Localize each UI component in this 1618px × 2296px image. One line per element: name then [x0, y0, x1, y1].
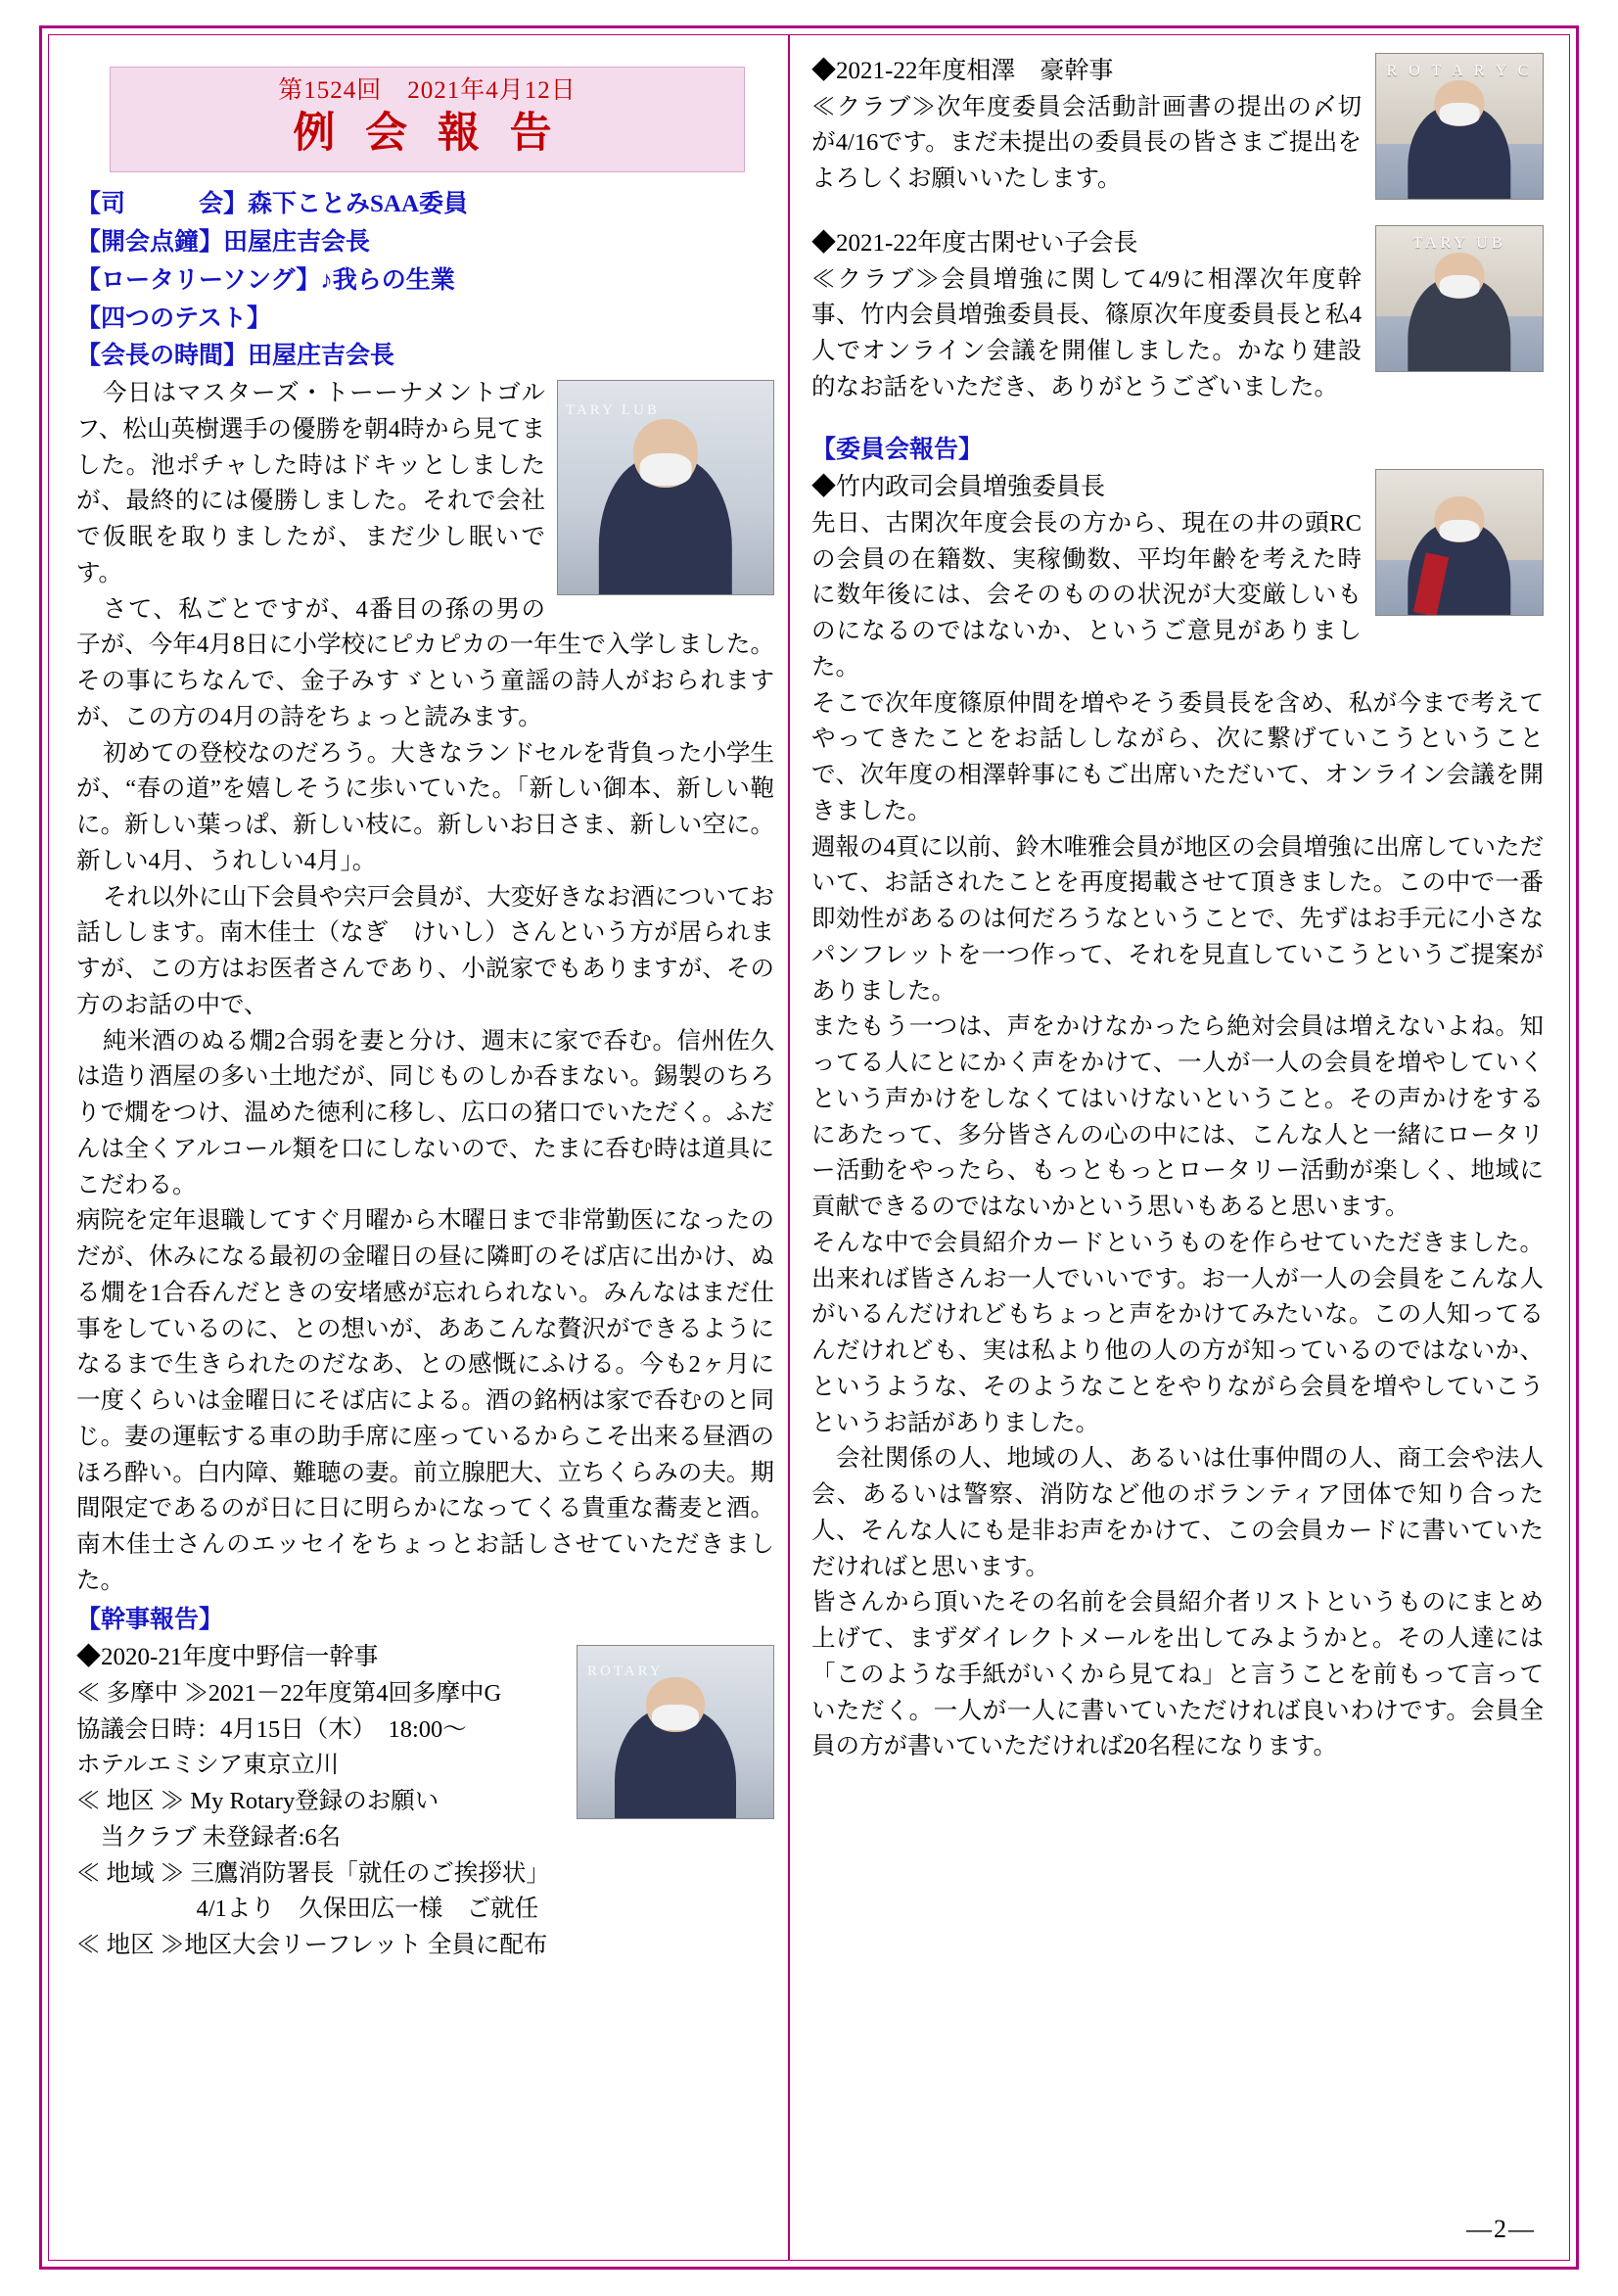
- photo-kanji-speaking: [577, 1645, 774, 1819]
- committee-paragraph-5: そんな中で会員紹介カードというものを作らせていただきました。出来れば皆さんお一人でいいです。お一人が一人の会員をこんな人がいるんだけれどもちょっと声をかけてみたいな。この人知ってるんだけれども、実は私より他の人の方が知っているのではないか、というような、そのようなことをやりながら会員を増やしていこうというお話がありました。: [811, 1229, 1544, 1436]
- president-paragraph-1: 今日はマスターズ・トーーナメントゴルフ、松山英樹選手の優勝を朝4時から見てました。池ポチャした時はドキッとしましたが、最終的には優勝しました。それで会社で仮眠を取りましたが、まだ少し眠いです。: [76, 380, 545, 586]
- role-opening-bell: 【開会点鐘】田屋庄吉会長: [76, 229, 371, 256]
- president-paragraph-6: 病院を定年退職してすぐ月曜から木曜日まで非常勤医になったのだが、休みになる最初の金曜日の昼に隣町のそば店に出かけ、ぬる燗を1合呑んだときの安堵感が忘れられない。みんなはまだ仕事をしているのに、との想いが、ああこんな贅沢ができるようになるまで生きられたのだなあ、との感慨にふける。今も2ヶ月に一度くらいは金曜日にそば店による。酒の銘柄は家で呑むのと同じ。妻の運転する車の助手席に座っているからこそ出来る昼酒のほろ酔い。白内障、難聴の妻。前立腺肥大、立ちくらみの夫。期間限定であるのが日に日に明らかになってくる貴重な蕎麦と酒。南木佳士さんのエッセイをちょっとお話しさせていただきました。: [76, 1207, 774, 1594]
- koseki-heading: ◆2021-22年度古閑せい子会長: [811, 230, 1138, 257]
- photo-banner-text: ROTARY: [587, 1663, 664, 1680]
- photo-person-mask: [652, 1705, 699, 1730]
- role-chair: 【司 会】森下ことみSAA委員: [76, 191, 469, 218]
- kanji-line-5: 当クラブ 未登録者:6名: [76, 1823, 342, 1851]
- photo-person-mask: [1440, 103, 1480, 124]
- issue-line: 第1524回 2021年4月12日: [278, 77, 577, 104]
- committee-paragraph-2: そこで次年度篠原仲間を増やそう委員長を含め、私が今まで考えてやってきたことをお話ししながら、次に繋げていこうということで、次年度の相澤幹事にもご出席いただいて、オンライン会議を開きました。: [811, 689, 1544, 824]
- photo-president-speaking: [557, 380, 774, 595]
- right-column: [790, 35, 1569, 2260]
- role-four-way-test: 【四つのテスト】: [76, 305, 272, 332]
- photo-aizawa: [1375, 53, 1544, 200]
- photo-koseki: [1375, 225, 1544, 372]
- photo-person-mask: [1440, 520, 1480, 541]
- committee-paragraph-3: 週報の4頁に以前、鈴木唯雅会員が地区の会員増強に出席していただいて、お話されたことを再度掲載させて頂きました。この中で一番即効性があるのは何だろうなということで、先ずはお手元に小さなパンフレットを一つ作って、それを見直していこうというご提案がありました。: [811, 833, 1544, 1005]
- committee-paragraph-7: 皆さんから頂いたその名前を会員紹介者リストというものにまとめ上げて、まずダイレクトメールを出してみようかと。その人達には「このような手紙がいくから見てね」と言うことを前もって言っていただく。一人が一人に書いていただければ良いわけです。会員全員の方が書いていただければ20名程になります。: [811, 1589, 1544, 1760]
- aizawa-heading: ◆2021-22年度相澤 豪幹事: [811, 58, 1114, 84]
- committee-paragraph-1: 先日、古閑次年度会長の方から、現在の井の頭RCの会員の在籍数、実稼働数、平均年齢を考えた時に数年後には、会そのものの状況が大変厳しいものになるのではないか、というご意見がありました。: [811, 509, 1362, 680]
- kanji-line-2: 協議会日時：4月15日（木） 18:00～: [76, 1715, 467, 1743]
- kanji-heading: ◆2020-21年度中野信一幹事: [76, 1644, 379, 1671]
- president-paragraph-4: それ以外に山下会員や宍戸会員が、大変好きなお酒についてお話しします。南木佳士（なぎ けいし）さんという方が居られますが、この方はお医者さんであり、小説家でもありますが、その方のお話の中で、: [76, 883, 774, 1018]
- meeting-roles: [76, 186, 774, 376]
- role-rotary-song: 【ロータリーソング】♪我らの生業: [76, 266, 455, 294]
- section-committee-report: 【委員会報告】: [811, 436, 984, 463]
- photo-takeuchi: [1375, 469, 1544, 616]
- kanji-line-4: ≪ 地区 ≫ My Rotary登録のお願い: [76, 1788, 439, 1814]
- role-president-time: 【会長の時間】田屋庄吉会長: [76, 343, 395, 370]
- photo-person-mask: [640, 453, 692, 486]
- title-banner: [110, 67, 745, 172]
- president-paragraph-2: さて、私ごとですが、4番目の孫の男の子が、今年4月8日に小学校にピカピカの一年生で入学しました。その事にちなんで、金子みすゞという童謡の詩人がおられますが、この方の4月の詩をちょっと読みます。: [76, 595, 774, 730]
- kanji-line-8: ≪ 地区 ≫地区大会リーフレット 全員に配布: [76, 1932, 548, 1958]
- president-paragraph-3: 初めての登校なのだろう。大きなランドセルを背負った小学生が、“春の道”を嬉しそうに歩いていた。「新しい御本、新しい鞄に。新しい葉っぱ、新しい枝に。新しいお日さま、新しい空に。新しい4月、うれしい4月」。: [76, 739, 774, 874]
- kanji-line-6: ≪ 地域 ≫ 三鷹消防署長「就任のご挨拶状」: [76, 1859, 550, 1887]
- newsletter-page: [39, 25, 1579, 2270]
- committee-paragraph-4: またもう一つは、声をかけなかったら絶対会員は増えないよね。知ってる人にとにかく声をかけて、一人が一人の会員を増やしていくという声かけをしなくてはいけないということ。その声かけをするにあたって、多分皆さんの心の中には、こんな人と一緒にロータリー活動をやったら、もっともっとロータリー活動が楽しく、地域に貢献できるのではないかという思いもあると思います。: [811, 1013, 1544, 1220]
- kanji-line-3: ホテルエミシア東京立川: [76, 1752, 340, 1779]
- photo-banner-text: TARY UB: [1412, 234, 1506, 252]
- takeuchi-heading: ◆竹内政司会員増強委員長: [811, 474, 1106, 501]
- photo-banner-text: TARY LUB: [566, 402, 660, 418]
- photo-banner-text: R O T A R Y C: [1386, 62, 1533, 79]
- kanji-line-1: ≪ 多摩中 ≫2021－22年度第4回多摩中G: [76, 1679, 502, 1707]
- koseki-body: ≪クラブ≫会員増強に関して4/9に相澤次年度幹事、竹内会員増強委員長、篠原次年度委員長と私4人でオンライン会議を開催しました。かなり建設的なお話をいただき、ありがとうございました。: [811, 265, 1362, 400]
- page-inner-border: [48, 34, 1570, 2261]
- president-paragraph-5: 純米酒のぬる燗2合弱を妻と分け、週末に家で呑む。信州佐久は造り酒屋の多い土地だが、同じものしか呑まない。錫製のちろりで燗をつけ、温めた徳利に移し、広口の猪口でいただく。ふだんは全くアルコール類を口にしないので、たまに呑む時は道具にこだわる。: [76, 1027, 774, 1198]
- section-kanji-report: 【幹事報告】: [76, 1606, 224, 1633]
- page-number: —2—: [1466, 2215, 1536, 2243]
- page-title: 例 会 報 告: [293, 110, 562, 157]
- left-column: [49, 35, 788, 2260]
- kanji-line-7: 4/1より 久保田広一様 ご就任: [76, 1896, 539, 1923]
- photo-person-mask: [1440, 275, 1480, 297]
- two-column-layout: [49, 35, 1569, 2260]
- committee-paragraph-6: 会社関係の人、地域の人、あるいは仕事仲間の人、商工会や法人会、あるいは警察、消防など他のボランティア団体で知り合った人、そんな人にも是非お声をかけて、この会員カードに書いていただければと思います。: [811, 1445, 1544, 1580]
- aizawa-body: ≪クラブ≫次年度委員会活動計画書の提出の〆切が4/16です。まだ未提出の委員長の皆さまご提出をよろしくお願いいたします。: [811, 93, 1362, 192]
